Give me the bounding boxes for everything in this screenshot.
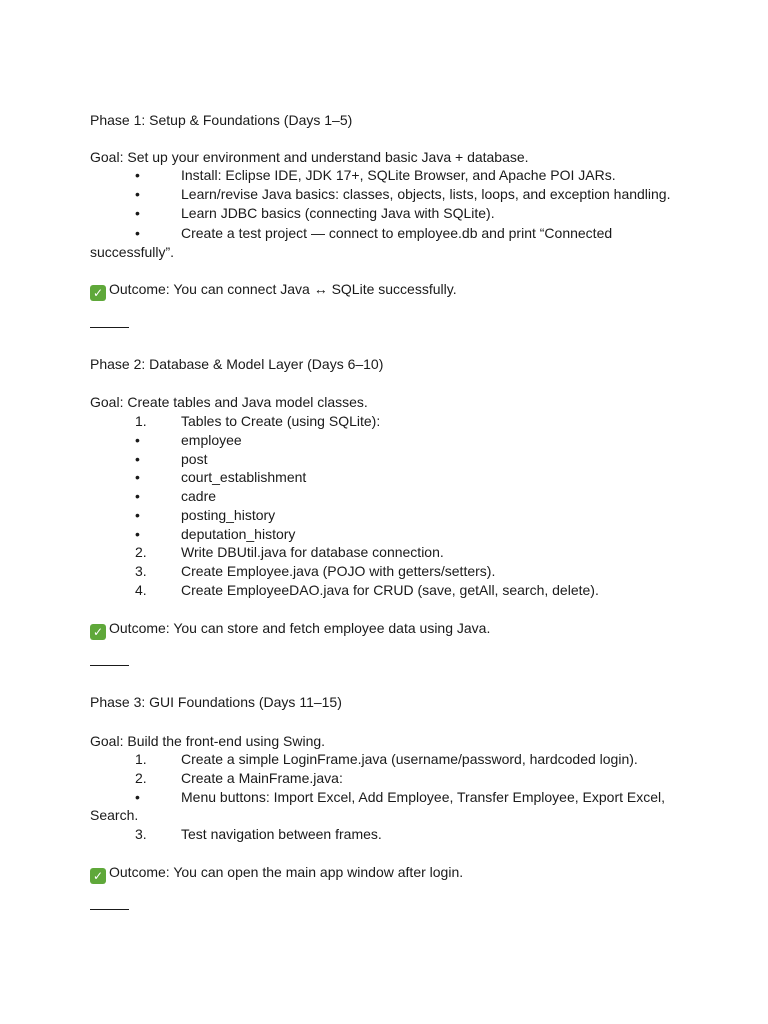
bullet-marker: • bbox=[135, 488, 140, 504]
list-item: cadre bbox=[181, 488, 217, 504]
list-item-continuation: Search. bbox=[90, 807, 139, 823]
list-item: Menu buttons: Import Excel, Add Employee, Transfer Employee, Export Excel, bbox=[181, 789, 666, 805]
list-item-continuation: successfully”. bbox=[90, 244, 175, 260]
check-mark-button-icon: ✓ bbox=[90, 624, 106, 640]
list-marker: 1. bbox=[135, 751, 147, 767]
bullet-marker: • bbox=[135, 432, 140, 448]
list-item: Install: Eclipse IDE, JDK 17+, SQLite Browser, and Apache POI JARs. bbox=[181, 167, 616, 183]
list-marker: 2. bbox=[135, 544, 147, 560]
list-item: Create a MainFrame.java: bbox=[181, 770, 343, 786]
list-item: Create a simple LoginFrame.java (username/password, hardcoded login). bbox=[181, 751, 638, 767]
check-mark-button-icon: ✓ bbox=[90, 868, 106, 884]
section-divider bbox=[90, 665, 129, 666]
list-item: employee bbox=[181, 432, 242, 448]
list-item: post bbox=[181, 451, 208, 467]
list-marker: 2. bbox=[135, 770, 147, 786]
list-item: Tables to Create (using SQLite): bbox=[181, 413, 381, 429]
list-item: Create Employee.java (POJO with getters/setters). bbox=[181, 563, 496, 579]
phase-3-goal: Goal: Build the front-end using Swing. bbox=[90, 733, 326, 749]
list-item: Write DBUtil.java for database connection. bbox=[181, 544, 444, 560]
list-item: Test navigation between frames. bbox=[181, 826, 382, 842]
phase-2-heading: Phase 2: Database & Model Layer (Days 6–10) bbox=[90, 356, 384, 372]
list-item: court_establishment bbox=[181, 469, 307, 485]
phase-1-outcome bbox=[90, 280, 457, 301]
bullet-marker: • bbox=[135, 186, 140, 202]
phase-3-heading: Phase 3: GUI Foundations (Days 11–15) bbox=[90, 694, 342, 710]
list-marker: 3. bbox=[135, 563, 147, 579]
section-divider bbox=[90, 327, 129, 328]
bullet-marker: • bbox=[135, 451, 140, 467]
list-item: Create EmployeeDAO.java for CRUD (save, getAll, search, delete). bbox=[181, 582, 599, 598]
list-marker: 3. bbox=[135, 826, 147, 842]
phase-1-goal: Goal: Set up your environment and understand basic Java + database. bbox=[90, 149, 529, 165]
section-divider bbox=[90, 909, 129, 910]
phase-3-outcome bbox=[90, 863, 463, 884]
list-item: Learn JDBC basics (connecting Java with SQLite). bbox=[181, 205, 495, 221]
bullet-marker: • bbox=[135, 507, 140, 523]
list-marker: 1. bbox=[135, 413, 147, 429]
bullet-marker: • bbox=[135, 167, 140, 183]
phase-1-heading: Phase 1: Setup & Foundations (Days 1–5) bbox=[90, 112, 353, 128]
list-item: Learn/revise Java basics: classes, objects, lists, loops, and exception handling. bbox=[181, 186, 671, 202]
bullet-marker: • bbox=[135, 526, 140, 542]
bullet-marker: • bbox=[135, 205, 140, 221]
bullet-marker: • bbox=[135, 789, 140, 805]
phase-2-goal: Goal: Create tables and Java model classes. bbox=[90, 394, 368, 410]
list-item: posting_history bbox=[181, 507, 276, 523]
phase-2-outcome bbox=[90, 619, 490, 640]
list-item: deputation_history bbox=[181, 526, 296, 542]
outcome-text: Outcome: You can connect Java ↔ SQLite successfully. bbox=[109, 281, 457, 297]
outcome-text: Outcome: You can store and fetch employee data using Java. bbox=[109, 620, 491, 636]
bullet-marker: • bbox=[135, 225, 140, 241]
bullet-marker: • bbox=[135, 469, 140, 485]
list-item: Create a test project — connect to employee.db and print “Connected bbox=[181, 225, 613, 241]
list-marker: 4. bbox=[135, 582, 147, 598]
outcome-text: Outcome: You can open the main app window after login. bbox=[109, 864, 464, 880]
check-mark-button-icon: ✓ bbox=[90, 285, 106, 301]
